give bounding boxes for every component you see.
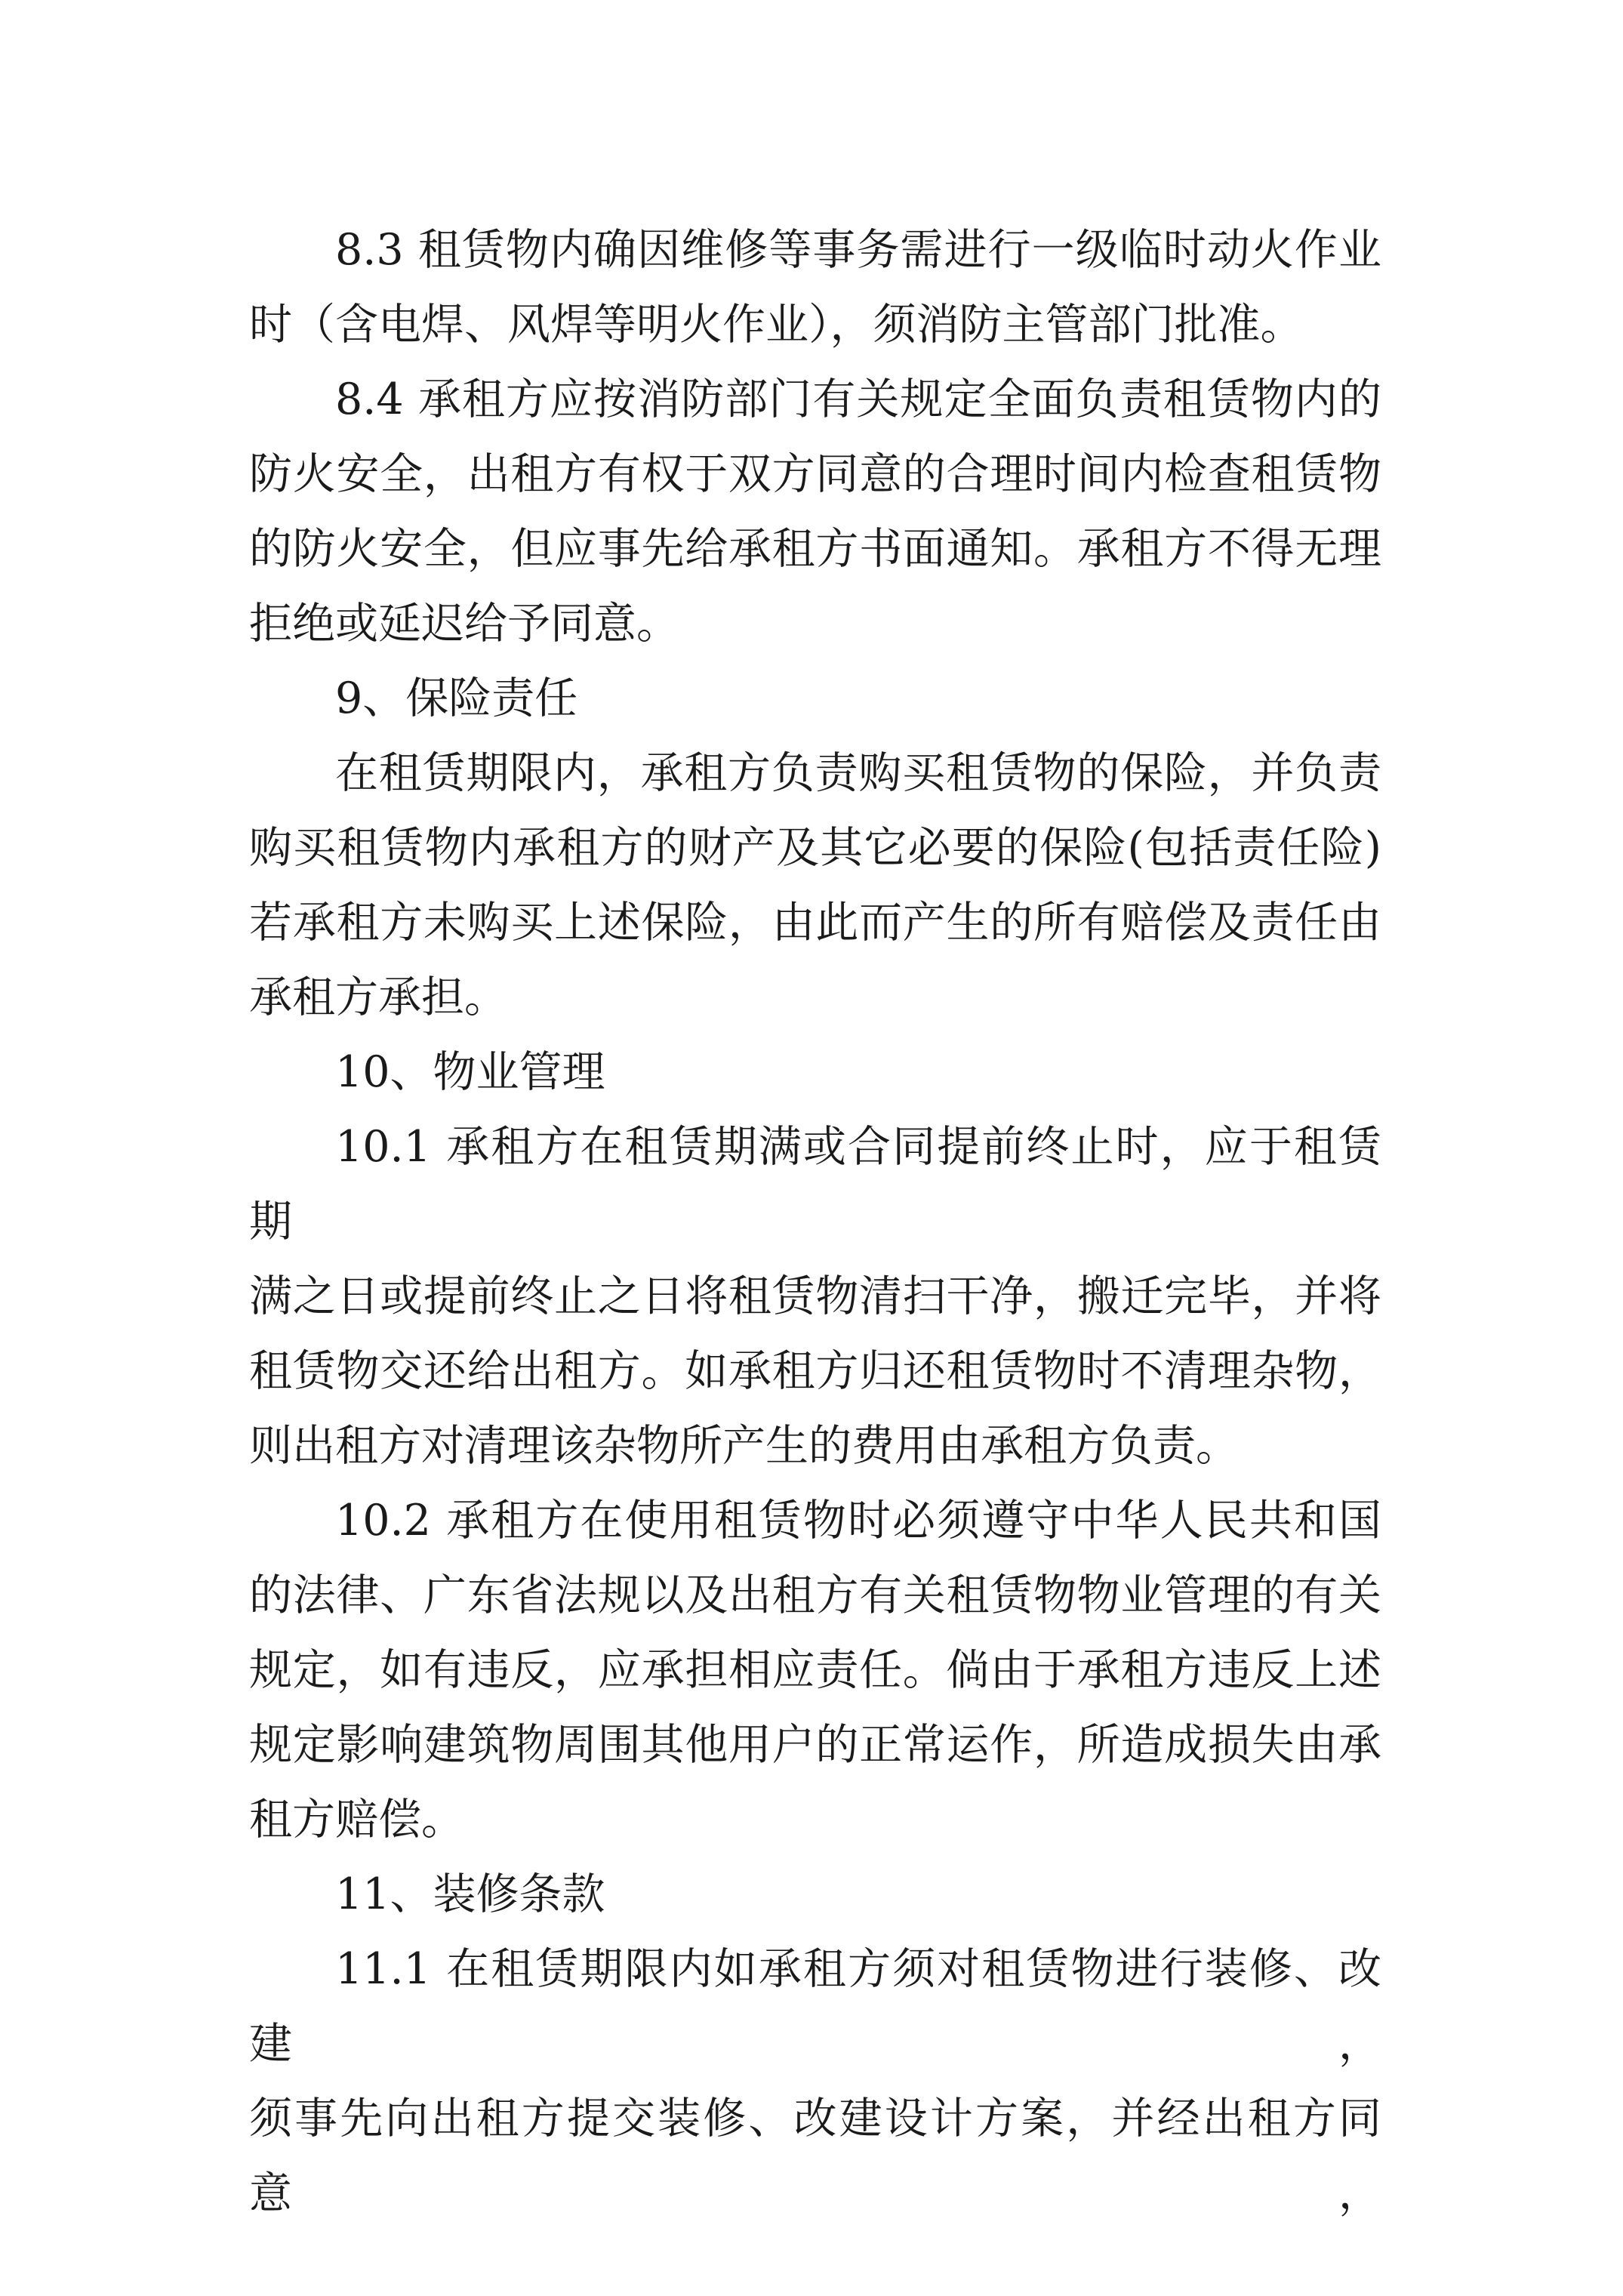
paragraph-line: 时（含电焊、风焊等明火作业），须消防主管部门批准。 xyxy=(249,300,1304,350)
section-heading: 9、保险责任 xyxy=(335,673,578,723)
paragraph-line: 则出租方对清理该杂物所产生的费用由承租方负责。 xyxy=(249,1421,1239,1471)
paragraph-line: 购买租赁物内承租方的财产及其它必要的保险(包括责任险) xyxy=(249,823,1381,873)
paragraph-line: 防火安全，出租方有权于双方同意的合理时间内检查租赁物 xyxy=(249,449,1381,499)
paragraph xyxy=(249,1110,1381,1484)
paragraph-line: 10.2 承租方在使用租赁物时必须遵守中华人民共和国 xyxy=(335,1496,1381,1546)
document-body xyxy=(249,213,1381,2231)
paragraph-line: 规定影响建筑物周围其他用户的正常运作，所造成损失由承 xyxy=(249,1720,1381,1770)
paragraph xyxy=(249,362,1381,661)
section-heading: 10、物业管理 xyxy=(335,1047,605,1097)
section-heading: 11、装修条款 xyxy=(335,1869,605,1919)
paragraph-line: 在租赁期限内，承租方负责购买租赁物的保险，并负责 xyxy=(335,748,1381,798)
paragraph-line: 租赁物交还给出租方。如承租方归还租赁物时不清理杂物， xyxy=(249,1346,1381,1396)
paragraph-line: 满之日或提前终止之日将租赁物清扫干净，搬迁完毕，并将 xyxy=(249,1271,1381,1321)
paragraph-line: 8.3 租赁物内确因维修等事务需进行一级临时动火作业 xyxy=(335,225,1381,275)
paragraph xyxy=(249,1484,1381,1857)
paragraph-line: 须事先向出租方提交装修、改建设计方案，并经出租方同意， xyxy=(249,2094,1381,2218)
paragraph-line: 拒绝或延迟给予同意。 xyxy=(249,599,679,649)
paragraph-line: 11.1 在租赁期限内如承租方须对租赁物进行装修、改建， xyxy=(249,1944,1381,2069)
paragraph-line: 租方赔偿。 xyxy=(249,1795,464,1845)
paragraph-line: 10.1 承租方在租赁期满或合同提前终止时，应于租赁期 xyxy=(249,1122,1381,1247)
paragraph-line: 的防火安全，但应事先给承租方书面通知。承租方不得无理 xyxy=(249,524,1381,574)
paragraph-line: 规定，如有违反，应承担相应责任。倘由于承租方违反上述 xyxy=(249,1645,1381,1695)
paragraph xyxy=(249,213,1381,362)
paragraph-line: 8.4 承租方应按消防部门有关规定全面负责租赁物内的 xyxy=(335,374,1381,424)
paragraph xyxy=(249,736,1381,1035)
paragraph-line: 的法律、广东省法规以及出租方有关租赁物物业管理的有关 xyxy=(249,1570,1381,1620)
paragraph-line: 若承租方未购买上述保险，由此而产生的所有赔偿及责任由 xyxy=(249,898,1381,948)
paragraph-line: 承租方承担。 xyxy=(249,972,507,1022)
paragraph xyxy=(249,1932,1381,2231)
